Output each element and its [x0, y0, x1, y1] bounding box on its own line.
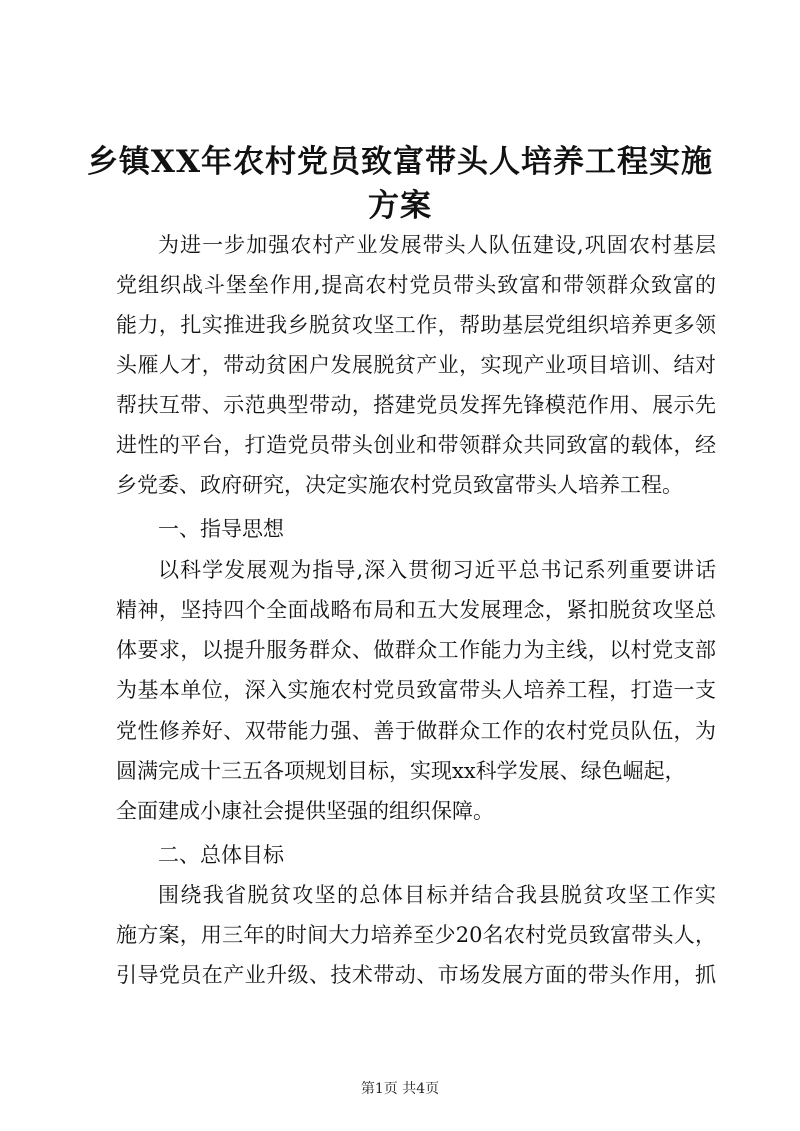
intro-paragraph-line: 党组织战斗堡垒作用,提高农村党员带头致富和带领群众致富的 [116, 273, 716, 297]
section1-paragraph-line: 全面建成小康社会提供坚强的组织保障。 [116, 799, 494, 823]
section-heading-guiding-thought: 一、指导思想 [158, 517, 284, 541]
section2-paragraph-line: 施方案，用三年的时间大力培养至少20名农村党员致富带头人， [116, 923, 716, 947]
section1-paragraph-line: 精神，坚持四个全面战略布局和五大发展理念，紧扣脱贫攻坚总 [116, 598, 716, 622]
intro-paragraph-line: 帮扶互带、示范典型带动，搭建党员发挥先锋模范作用、展示先 [116, 393, 716, 417]
page-number-footer: 第1页 共4页 [360, 1081, 440, 1097]
section1-paragraph-line: 体要求，以提升服务群众、做群众工作能力为主线，以村党支部 [116, 638, 716, 662]
intro-paragraph-line: 乡党委、政府研究，决定实施农村党员致富带头人培养工程。 [116, 473, 683, 497]
section-heading-overall-goal: 二、总体目标 [158, 843, 284, 867]
intro-paragraph-line: 进性的平台，打造党员带头创业和带领群众共同致富的载体，经 [116, 433, 716, 457]
section2-paragraph-line: 围绕我省脱贫攻坚的总体目标并结合我县脱贫攻坚工作实 [158, 883, 716, 907]
document-title-line-1: 乡镇XX年农村党员致富带头人培养工程实施 [86, 144, 714, 180]
section2-paragraph-line: 引导党员在产业升级、技术带动、市场发展方面的带头作用，抓 [116, 963, 716, 987]
intro-paragraph-line: 能力，扎实推进我乡脱贫攻坚工作，帮助基层党组织培养更多领 [116, 313, 716, 337]
intro-paragraph-line: 为进一步加强农村产业发展带头人队伍建设,巩固农村基层 [158, 233, 716, 257]
document-title-line-2: 方案 [368, 188, 432, 224]
intro-paragraph-line: 头雁人才，带动贫困户发展脱贫产业，实现产业项目培训、结对 [116, 353, 716, 377]
section1-paragraph-line: 为基本单位，深入实施农村党员致富带头人培养工程，打造一支 [116, 678, 716, 702]
section1-paragraph-line: 圆满完成十三五各项规划目标，实现xx科学发展、绿色崛起， [116, 759, 686, 783]
section1-paragraph-line: 以科学发展观为指导,深入贯彻习近平总书记系列重要讲话 [158, 558, 716, 582]
section1-paragraph-line: 党性修养好、双带能力强、善于做群众工作的农村党员队伍，为 [116, 719, 716, 743]
